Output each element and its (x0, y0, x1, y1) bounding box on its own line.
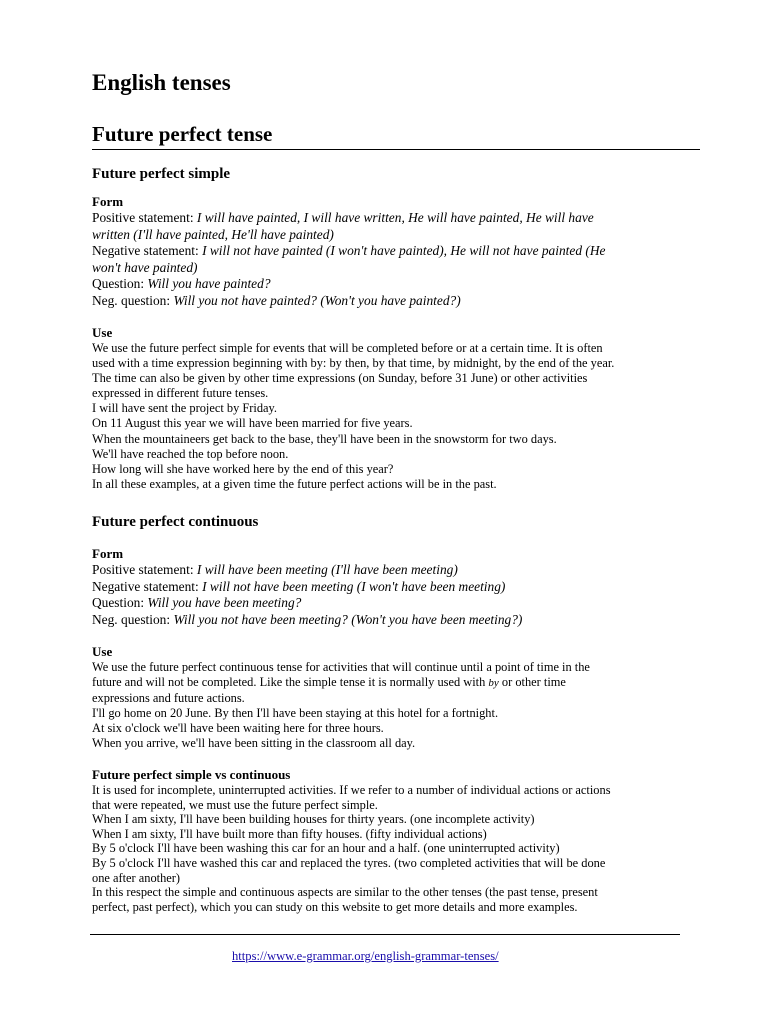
simple-question-line (92, 276, 698, 293)
versus-line: In this respect the simple and continuous aspects are similar to the other tenses (the past tense, present (92, 885, 598, 900)
section-divider (92, 149, 700, 150)
simple-positive-example-2: written (I'll have painted, He'll have painted) (92, 226, 334, 242)
simple-form-label: Form (92, 194, 124, 209)
simple-positive-line-1 (92, 210, 698, 227)
continuous-use-block (92, 644, 698, 752)
continuous-use-line: I'll go home on 20 June. By then I'll have been staying at this hotel for a fortnight. (92, 706, 499, 721)
simple-question-label: Question: (92, 276, 148, 291)
versus-line: that were repeated, we must use the future perfect simple. (92, 797, 378, 812)
continuous-use-line: When you arrive, we'll have been sitting in the classroom all day. (92, 736, 416, 751)
simple-use-line: We'll have reached the top before noon. (92, 446, 289, 461)
simple-form-block (92, 194, 698, 309)
continuous-neg-question-label: Neg. question: (92, 611, 174, 627)
simple-positive-line-2 (92, 227, 698, 244)
simple-use-line: On 11 August this year we will have been married for five years. (92, 416, 413, 431)
continuous-positive-example: I will have been meeting (I'll have been meeting) (196, 562, 458, 577)
continuous-question-line (92, 595, 698, 612)
simple-use-line: We use the future perfect simple for events that will be completed before or at a certain time. It is often (92, 341, 603, 355)
simple-use-block (92, 325, 698, 492)
continuous-use-line (92, 675, 698, 691)
continuous-use-text: future and will not be completed. Like the simple tense it is normally used with (92, 675, 489, 690)
simple-use-line: expressed in different future tenses. (92, 386, 269, 401)
continuous-negative-example: I will not have been meeting (I won't have been meeting) (202, 578, 506, 594)
versus-line: It is used for incomplete, uninterrupted activities. If we refer to a number of individual actions or actions (92, 783, 611, 797)
continuous-form-block (92, 546, 698, 628)
footer-divider (90, 934, 680, 935)
continuous-use-line: We use the future perfect continuous tense for activities that will continue until a point of time in the (92, 660, 590, 674)
simple-positive-example-1: I will have painted, I will have written, He will have painted, He will have (196, 210, 594, 225)
simple-negative-label: Negative statement: (92, 243, 203, 258)
continuous-use-label: Use (92, 644, 113, 659)
versus-block (92, 767, 698, 914)
simple-neg-question-label: Neg. question: (92, 292, 174, 308)
continuous-neg-question-example: Will you not have been meeting? (Won't you have been meeting?) (173, 611, 523, 627)
simple-positive-label: Positive statement: (92, 210, 197, 225)
continuous-heading: Future perfect continuous (92, 514, 259, 530)
continuous-negative-label: Negative statement: (92, 578, 203, 594)
simple-use-line: The time can also be given by other time expressions (on Sunday, before 31 June) or other activities (92, 371, 588, 386)
simple-neg-question-line (92, 293, 698, 310)
simple-use-line: How long will she have worked here by the end of this year? (92, 461, 394, 476)
versus-line: By 5 o'clock I'll have washed this car and replaced the tyres. (two completed activities that will be done (92, 855, 606, 870)
simple-neg-question-example: Will you not have painted? (Won't you have painted?) (173, 292, 461, 308)
simple-negative-example-2: won't have painted) (92, 259, 198, 275)
simple-use-line: used with a time expression beginning with by: by then, by that time, by midnight, by the end of the year. (92, 356, 615, 371)
versus-line: one after another) (92, 870, 181, 885)
simple-use-label: Use (92, 325, 113, 340)
simple-use-line: I will have sent the project by Friday. (92, 401, 278, 416)
continuous-use-text: or other time (498, 675, 566, 690)
section-title: Future perfect tense (92, 122, 273, 146)
footer-link[interactable]: https://www.e-grammar.org/english-grammar-tenses/ (232, 949, 499, 963)
simple-use-line: In all these examples, at a given time the future perfect actions will be in the past. (92, 476, 497, 491)
continuous-use-line: expressions and future actions. (92, 691, 245, 706)
simple-heading: Future perfect simple (92, 166, 231, 182)
versus-line: When I am sixty, I'll have been building houses for thirty years. (one incomplete activity) (92, 812, 535, 827)
versus-line: By 5 o'clock I'll have been washing this car for an hour and a half. (one uninterrupted activity) (92, 841, 560, 856)
continuous-use-line: At six o'clock we'll have been waiting here for three hours. (92, 721, 384, 736)
continuous-question-example: Will you have been meeting? (147, 595, 302, 610)
continuous-question-label: Question: (92, 595, 148, 610)
simple-use-line: When the mountaineers get back to the base, they'll have been in the snowstorm for two days. (92, 431, 557, 446)
simple-question-example: Will you have painted? (147, 276, 271, 291)
versus-heading: Future perfect simple vs continuous (92, 767, 291, 782)
continuous-positive-label: Positive statement: (92, 562, 197, 577)
continuous-form-label: Form (92, 546, 124, 561)
simple-negative-line-1 (92, 243, 698, 260)
versus-line: When I am sixty, I'll have built more than fifty houses. (fifty individual actions) (92, 826, 487, 841)
simple-negative-line-2 (92, 260, 698, 277)
page-title: English tenses (92, 70, 231, 95)
simple-negative-example-1: I will not have painted (I won't have painted), He will not have painted (He (202, 243, 606, 258)
versus-line: perfect, past perfect), which you can study on this website to get more details and more examples. (92, 899, 578, 914)
continuous-positive-line (92, 562, 698, 579)
continuous-use-by-word: by (488, 677, 499, 690)
continuous-neg-question-line (92, 612, 698, 629)
continuous-negative-line (92, 579, 698, 596)
